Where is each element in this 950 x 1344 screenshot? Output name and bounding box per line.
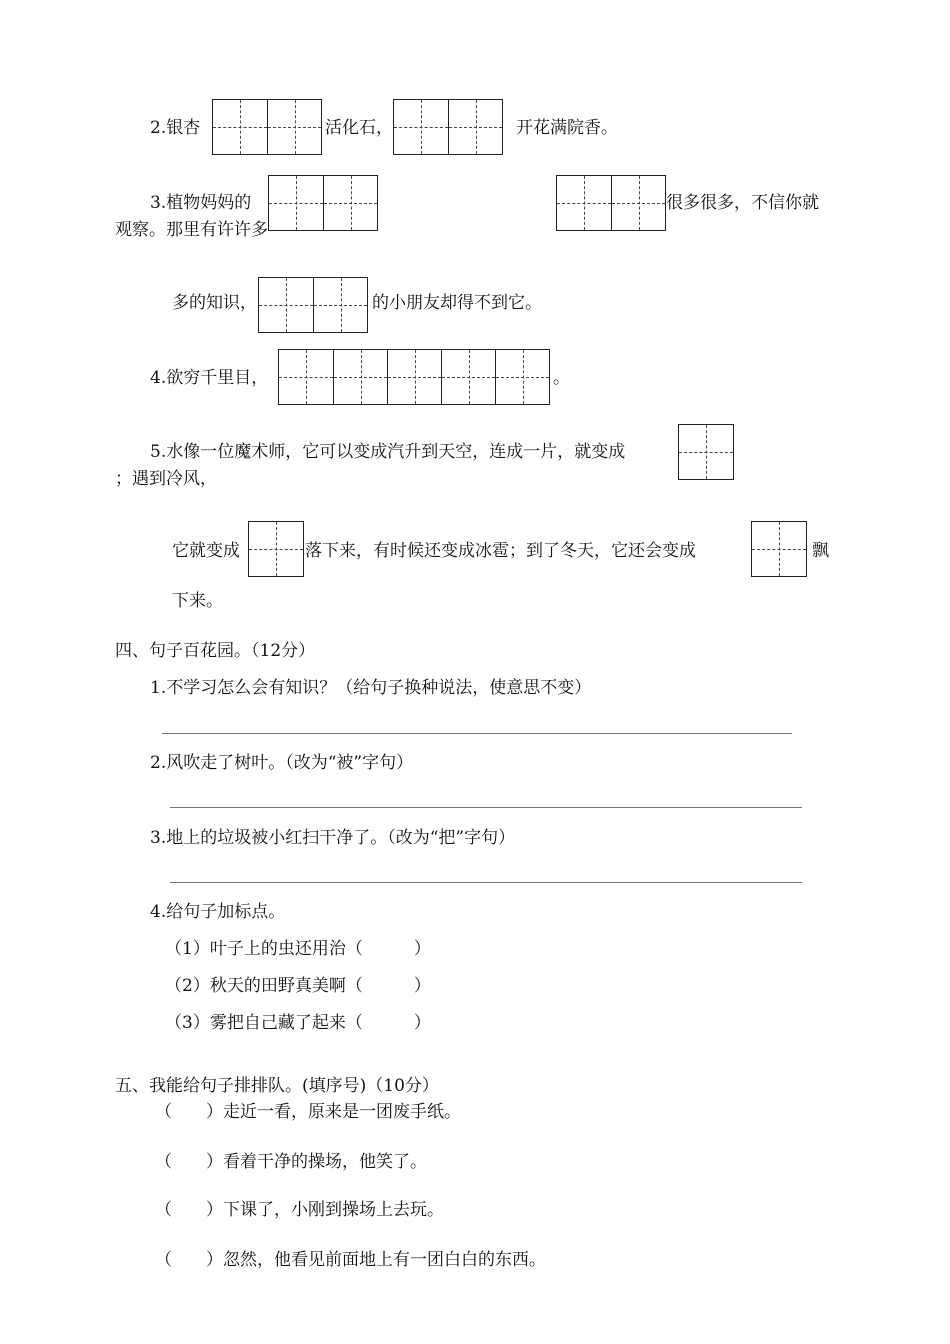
q3-grid-1[interactable] bbox=[268, 175, 378, 231]
section4-q2: 2.风吹走了树叶。（改为“被”字句） bbox=[150, 753, 414, 773]
punctuation-item: （1）叶子上的虫还用治（ ） bbox=[165, 939, 431, 959]
q5-line3: 下来。 bbox=[172, 591, 223, 611]
q5-line2-after: 飘 bbox=[812, 541, 829, 561]
order-item: （ ）走近一看，原来是一团废手纸。 bbox=[155, 1102, 461, 1122]
q5-grid-2[interactable] bbox=[248, 521, 304, 577]
order-item: （ ）看着干净的操场，他笑了。 bbox=[155, 1152, 427, 1172]
answer-line-3[interactable] bbox=[170, 882, 802, 883]
q3-wrap: 观察。那里有许许多 bbox=[115, 220, 268, 240]
order-item: （ ）忽然，他看见前面地上有一团白白的东西。 bbox=[155, 1250, 546, 1270]
q5-wrap: ；遇到冷风， bbox=[115, 469, 217, 489]
q5-line2-before: 它就变成 bbox=[172, 541, 240, 561]
q3-label: 3.植物妈妈的 bbox=[150, 193, 252, 213]
q2-after: 开花满院香。 bbox=[516, 118, 618, 138]
section5-title: 五、我能给句子排排队。(填序号)（10分） bbox=[115, 1076, 439, 1096]
section4-q3: 3.地上的垃圾被小红扫干净了。（改为“把”字句） bbox=[150, 828, 516, 848]
q2-grid-1[interactable] bbox=[212, 99, 322, 155]
q3-grid-2[interactable] bbox=[556, 175, 666, 231]
q5-grid-3[interactable] bbox=[751, 521, 807, 577]
punctuation-item: （3）雾把自己藏了起来（ ） bbox=[165, 1013, 431, 1033]
q4-after: 。 bbox=[553, 368, 570, 388]
q5-line2-middle: 落下来，有时候还变成冰雹；到了冬天，它还会变成 bbox=[305, 541, 696, 561]
q3-grid-3[interactable] bbox=[258, 277, 368, 333]
q3-after: 很多很多，不信你就 bbox=[666, 193, 819, 213]
punctuation-item: （2）秋天的田野真美啊（ ） bbox=[165, 976, 431, 996]
q3-line2-before: 多的知识， bbox=[172, 293, 257, 313]
q2-middle: 活化石， bbox=[325, 118, 393, 138]
section4-q4: 4.给句子加标点。 bbox=[150, 902, 286, 922]
q5-label: 5.水像一位魔术师，它可以变成汽升到天空，连成一片，就变成 bbox=[150, 442, 626, 462]
order-item: （ ）下课了，小刚到操场上去玩。 bbox=[155, 1200, 444, 1220]
section4-q1: 1.不学习怎么会有知识？（给句子换种说法，使意思不变） bbox=[150, 678, 592, 698]
q5-grid-1[interactable] bbox=[678, 424, 734, 480]
answer-line-1[interactable] bbox=[162, 733, 792, 734]
q4-grid[interactable] bbox=[278, 349, 550, 405]
section4-title: 四、句子百花园。（12分） bbox=[115, 641, 316, 661]
q3-line2-after: 的小朋友却得不到它。 bbox=[372, 293, 542, 313]
q4-label: 4.欲穷千里目， bbox=[150, 368, 269, 388]
q2-label: 2.银杏 bbox=[150, 118, 201, 138]
answer-line-2[interactable] bbox=[170, 807, 802, 808]
q2-grid-2[interactable] bbox=[393, 99, 503, 155]
